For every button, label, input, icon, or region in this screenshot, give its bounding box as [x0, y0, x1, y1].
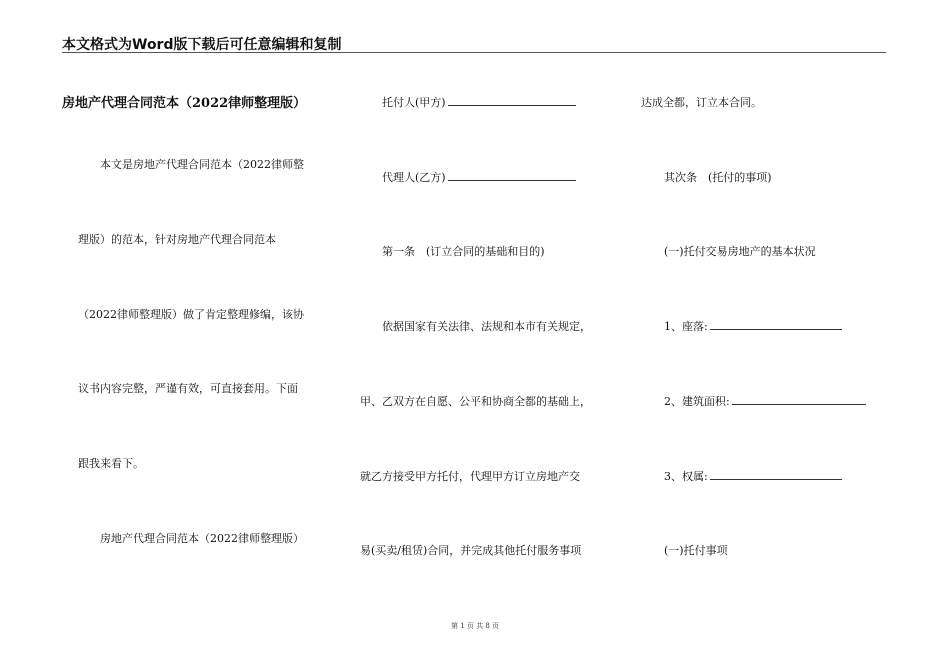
ownership-blank [710, 468, 842, 480]
col1-line-5: 跟我来看下。 [78, 457, 144, 470]
header-divider [62, 52, 886, 53]
ownership-label: 3、权属: [664, 470, 708, 483]
area-label: 2、建筑面积: [664, 395, 730, 408]
col1-line-2: 理版）的范本，针对房地产代理合同范本 [78, 233, 276, 246]
location-blank [710, 318, 842, 330]
col3-line-1: 达成全都，订立本合同。 [641, 96, 762, 109]
col1-line-3: （2022律师整理版）做了肯定整理修编，该协 [78, 308, 304, 321]
agent-blank [448, 169, 576, 181]
col1-line-6: 房地产代理合同范本（2022律师整理版） [100, 532, 304, 545]
agent-label: 代理人(乙方) [382, 171, 446, 184]
col2-line-1 [382, 94, 576, 110]
document-title: 房地产代理合同范本（2022律师整理版） [62, 96, 307, 111]
col1-line-4: 议书内容完整，严谨有效，可直接套用。下面 [78, 382, 298, 395]
col2-line-2 [382, 169, 576, 185]
col2-line-7: 易(买卖/租赁)合同，并完成其他托付服务事项 [360, 544, 582, 557]
area-blank [732, 393, 866, 405]
location-label: 1、座落: [664, 320, 708, 333]
principal-label: 托付人(甲方) [382, 96, 446, 109]
col3-line-2: 其次条 (托付的事项) [664, 171, 772, 184]
col3-line-7: (一)托付事项 [664, 544, 728, 557]
document-header: 本文格式为Word版下载后可任意编辑和复制 [62, 37, 342, 53]
col3-line-5 [664, 393, 866, 409]
col2-line-4: 依据国家有关法律、法规和本市有关规定， [382, 320, 591, 333]
col3-line-4 [664, 318, 842, 334]
col2-line-5: 甲、乙双方在自愿、公平和协商全都的基础上， [360, 395, 591, 408]
page-number: 第 1 页 共 8 页 [450, 622, 500, 630]
col1-line-1: 本文是房地产代理合同范本（2022律师整 [100, 158, 304, 171]
col3-line-6 [664, 468, 842, 484]
col3-line-3: (一)托付交易房地产的基本状况 [664, 245, 816, 258]
principal-blank [448, 94, 576, 106]
col2-line-6: 就乙方接受甲方托付，代理甲方订立房地产交 [360, 470, 580, 483]
col2-line-3: 第一条 (订立合同的基础和目的) [382, 245, 545, 258]
